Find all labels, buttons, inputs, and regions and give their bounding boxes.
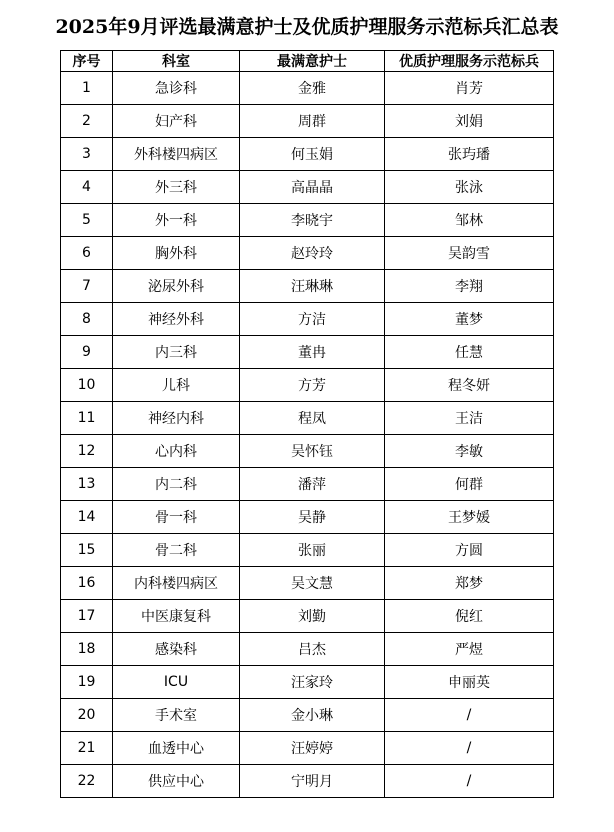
cell-department: 胸外科	[113, 237, 240, 270]
header-department: 科室	[113, 51, 240, 72]
cell-department: 外三科	[113, 171, 240, 204]
header-row	[61, 51, 554, 72]
cell-satisfied-nurse: 何玉娟	[240, 138, 385, 171]
cell-department: 内三科	[113, 336, 240, 369]
cell-satisfied-nurse: 汪家玲	[240, 666, 385, 699]
cell-satisfied-nurse: 李晓宇	[240, 204, 385, 237]
cell-model-nurse: 李翔	[385, 270, 554, 303]
cell-department: 外科楼四病区	[113, 138, 240, 171]
table-row	[61, 72, 554, 105]
cell-model-nurse: /	[385, 765, 554, 798]
table-row	[61, 567, 554, 600]
cell-satisfied-nurse: 潘萍	[240, 468, 385, 501]
table-row	[61, 171, 554, 204]
cell-model-nurse: 张泳	[385, 171, 554, 204]
cell-index: 13	[61, 468, 113, 501]
cell-department: 内科楼四病区	[113, 567, 240, 600]
cell-satisfied-nurse: 董冉	[240, 336, 385, 369]
cell-satisfied-nurse: 汪琳琳	[240, 270, 385, 303]
cell-index: 4	[61, 171, 113, 204]
cell-index: 18	[61, 633, 113, 666]
cell-index: 22	[61, 765, 113, 798]
cell-department: ICU	[113, 666, 240, 699]
table-header	[61, 51, 554, 72]
cell-model-nurse: 任慧	[385, 336, 554, 369]
cell-department: 神经内科	[113, 402, 240, 435]
cell-satisfied-nurse: 吴静	[240, 501, 385, 534]
header-model-nurse: 优质护理服务示范标兵	[385, 51, 554, 72]
cell-index: 7	[61, 270, 113, 303]
table-row	[61, 468, 554, 501]
cell-satisfied-nurse: 汪婷婷	[240, 732, 385, 765]
cell-model-nurse: 郑梦	[385, 567, 554, 600]
table-row	[61, 270, 554, 303]
cell-model-nurse: 申丽英	[385, 666, 554, 699]
cell-index: 16	[61, 567, 113, 600]
cell-satisfied-nurse: 赵玲玲	[240, 237, 385, 270]
table-row	[61, 336, 554, 369]
cell-index: 6	[61, 237, 113, 270]
cell-index: 10	[61, 369, 113, 402]
cell-department: 急诊科	[113, 72, 240, 105]
cell-satisfied-nurse: 刘勤	[240, 600, 385, 633]
cell-index: 17	[61, 600, 113, 633]
cell-model-nurse: 方圆	[385, 534, 554, 567]
cell-department: 神经外科	[113, 303, 240, 336]
cell-index: 1	[61, 72, 113, 105]
cell-index: 5	[61, 204, 113, 237]
cell-model-nurse: 李敏	[385, 435, 554, 468]
table-row	[61, 237, 554, 270]
cell-model-nurse: 王梦媛	[385, 501, 554, 534]
cell-department: 心内科	[113, 435, 240, 468]
cell-satisfied-nurse: 张丽	[240, 534, 385, 567]
cell-index: 11	[61, 402, 113, 435]
table-row	[61, 765, 554, 798]
table-row	[61, 204, 554, 237]
cell-department: 血透中心	[113, 732, 240, 765]
table-row	[61, 501, 554, 534]
table-row	[61, 633, 554, 666]
cell-department: 手术室	[113, 699, 240, 732]
cell-index: 12	[61, 435, 113, 468]
cell-index: 2	[61, 105, 113, 138]
cell-department: 妇产科	[113, 105, 240, 138]
cell-department: 感染科	[113, 633, 240, 666]
header-satisfied-nurse: 最满意护士	[240, 51, 385, 72]
table-row	[61, 699, 554, 732]
table-row	[61, 600, 554, 633]
cell-index: 9	[61, 336, 113, 369]
table-row	[61, 666, 554, 699]
table-row	[61, 105, 554, 138]
cell-department: 外一科	[113, 204, 240, 237]
cell-model-nurse: 王洁	[385, 402, 554, 435]
cell-model-nurse: /	[385, 732, 554, 765]
cell-satisfied-nurse: 程凤	[240, 402, 385, 435]
cell-model-nurse: 严煜	[385, 633, 554, 666]
cell-index: 19	[61, 666, 113, 699]
cell-satisfied-nurse: 高晶晶	[240, 171, 385, 204]
cell-satisfied-nurse: 金小琳	[240, 699, 385, 732]
cell-satisfied-nurse: 方芳	[240, 369, 385, 402]
cell-index: 8	[61, 303, 113, 336]
table-body	[61, 72, 554, 798]
cell-model-nurse: 董梦	[385, 303, 554, 336]
cell-index: 21	[61, 732, 113, 765]
cell-index: 15	[61, 534, 113, 567]
cell-satisfied-nurse: 周群	[240, 105, 385, 138]
table-row	[61, 534, 554, 567]
cell-satisfied-nurse: 吕杰	[240, 633, 385, 666]
cell-index: 20	[61, 699, 113, 732]
cell-satisfied-nurse: 金雅	[240, 72, 385, 105]
cell-model-nurse: 肖芳	[385, 72, 554, 105]
table-row	[61, 303, 554, 336]
cell-department: 骨二科	[113, 534, 240, 567]
cell-model-nurse: 吴韵雪	[385, 237, 554, 270]
table-row	[61, 732, 554, 765]
table-row	[61, 435, 554, 468]
cell-satisfied-nurse: 吴文慧	[240, 567, 385, 600]
cell-index: 14	[61, 501, 113, 534]
cell-department: 内二科	[113, 468, 240, 501]
cell-department: 中医康复科	[113, 600, 240, 633]
table-row	[61, 138, 554, 171]
cell-model-nurse: 倪红	[385, 600, 554, 633]
cell-model-nurse: 刘娟	[385, 105, 554, 138]
cell-index: 3	[61, 138, 113, 171]
cell-department: 供应中心	[113, 765, 240, 798]
cell-satisfied-nurse: 方洁	[240, 303, 385, 336]
header-index: 序号	[61, 51, 113, 72]
cell-department: 骨一科	[113, 501, 240, 534]
cell-department: 泌尿外科	[113, 270, 240, 303]
cell-model-nurse: 张玙璠	[385, 138, 554, 171]
cell-model-nurse: 邹林	[385, 204, 554, 237]
cell-model-nurse: /	[385, 699, 554, 732]
table-row	[61, 402, 554, 435]
document-title: 2025年9月评选最满意护士及优质护理服务示范标兵汇总表	[55, 16, 559, 38]
summary-table	[60, 50, 554, 798]
cell-model-nurse: 程冬妍	[385, 369, 554, 402]
cell-department: 儿科	[113, 369, 240, 402]
table-row	[61, 369, 554, 402]
cell-model-nurse: 何群	[385, 468, 554, 501]
cell-satisfied-nurse: 宁明月	[240, 765, 385, 798]
cell-satisfied-nurse: 吴怀钰	[240, 435, 385, 468]
